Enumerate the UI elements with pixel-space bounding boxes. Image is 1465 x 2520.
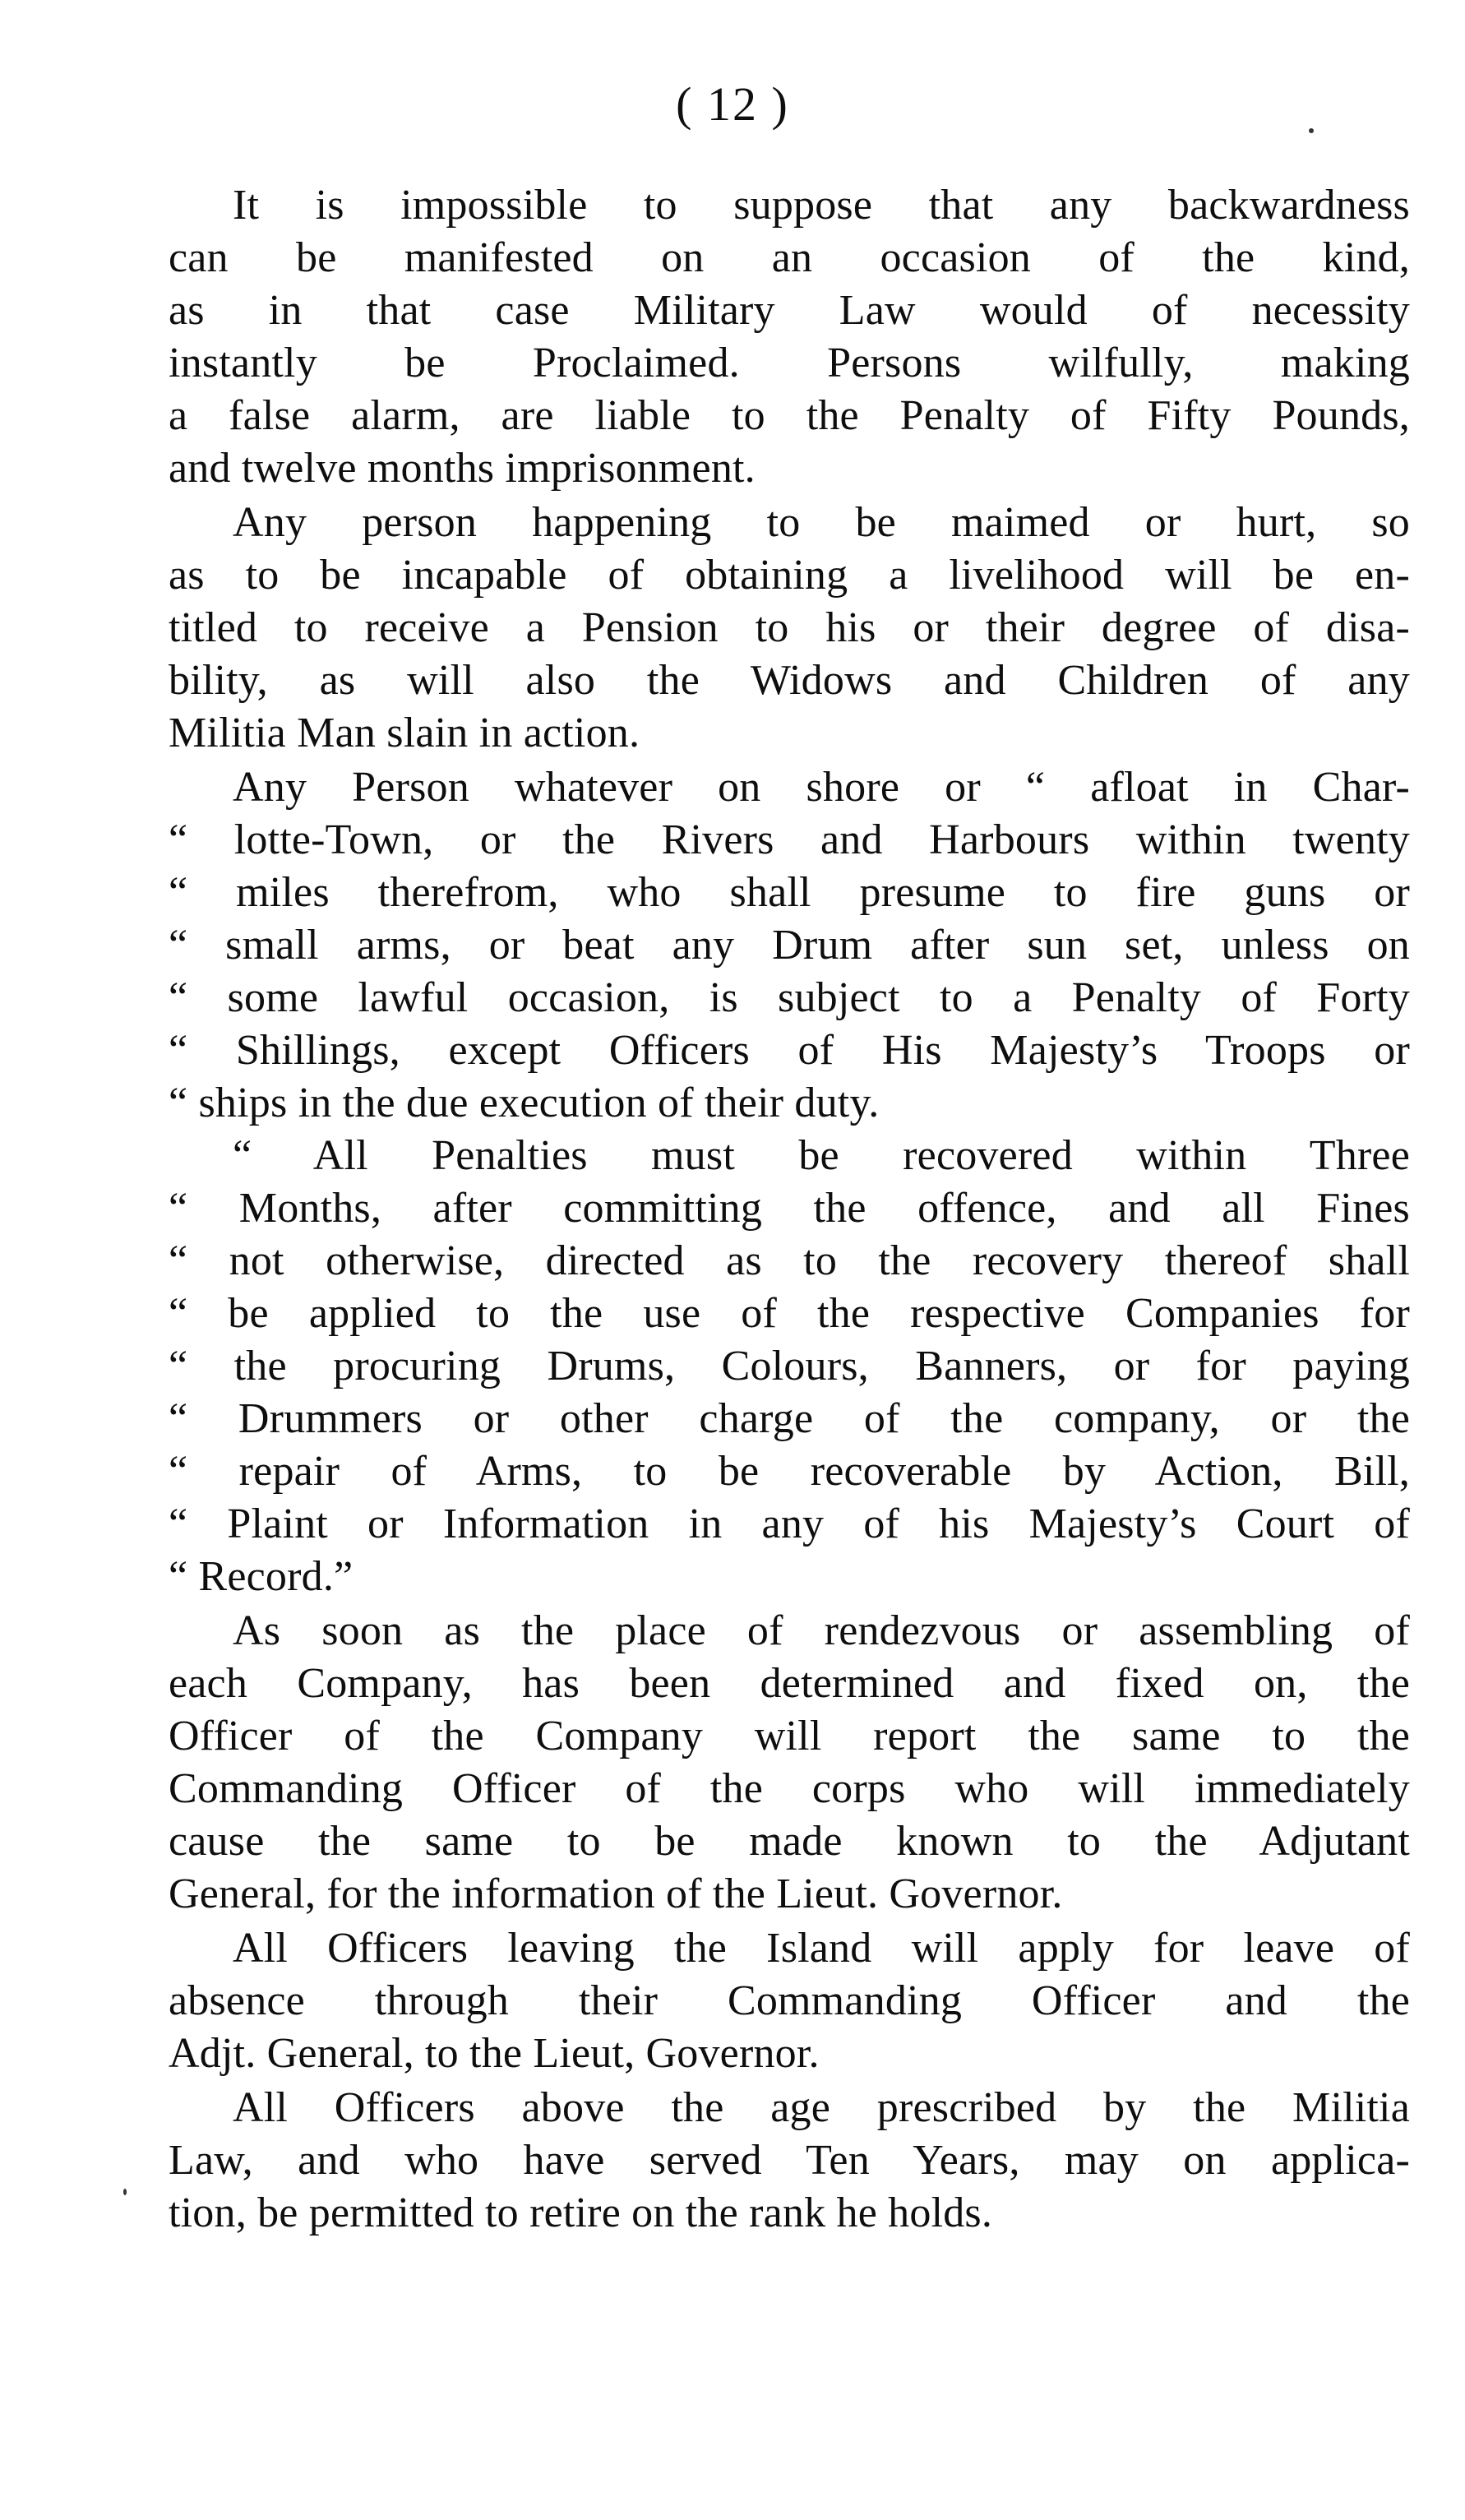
text-line: Militia Man slain in action.	[169, 710, 640, 756]
text-line: Law, and who have served Ten Years, may on applica-	[169, 2137, 1410, 2184]
text-line: General, for the information of the Lieut. Governor.	[169, 1870, 1063, 1917]
text-line: Any person happening to be maimed or hurt, so	[233, 499, 1410, 546]
text-line: bility, as will also the Widows and Children of any	[169, 657, 1410, 704]
text-line: “ not otherwise, directed as to the recovery thereof shall	[169, 1237, 1410, 1284]
text-line: each Company, has been determined and fixed on, the	[169, 1660, 1410, 1707]
text-line: “ lotte-Town, or the Rivers and Harbours within twenty	[169, 816, 1410, 863]
body-text	[169, 179, 1410, 2240]
text-line: absence through their Commanding Officer and the	[169, 1977, 1410, 2024]
paragraph	[169, 497, 1410, 760]
text-line: It is impossible to suppose that any backwardness	[233, 182, 1410, 229]
text-line: “ All Penalties must be recovered within Three	[233, 1132, 1410, 1179]
text-line: “ Plaint or Information in any of his Majesty’s Court of	[169, 1500, 1410, 1547]
paragraph	[169, 761, 1410, 1130]
paragraph	[169, 1605, 1410, 1921]
text-line: Commanding Officer of the corps who will immediately	[169, 1765, 1410, 1812]
text-line: Adjt. General, to the Lieut, Governor.	[169, 2030, 820, 2077]
ink-speck	[1309, 128, 1314, 133]
text-line: Officer of the Company will report the same to the	[169, 1713, 1410, 1759]
paragraph	[169, 179, 1410, 495]
text-line: Any Person whatever on shore or “ afloat in Char-	[233, 764, 1410, 811]
text-line: “ ships in the due execution of their duty.	[169, 1080, 880, 1126]
text-line: All Officers above the age prescribed by the Militia	[233, 2084, 1410, 2131]
text-line: a false alarm, are liable to the Penalty of Fifty Pounds,	[169, 392, 1410, 439]
text-line: tion, be permitted to retire on the rank he holds.	[169, 2189, 993, 2236]
text-line: “ Shillings, except Officers of His Majesty’s Troops or	[169, 1027, 1410, 1074]
text-line: “ Record.”	[169, 1553, 354, 1600]
text-line: “ be applied to the use of the respective Companies for	[169, 1290, 1410, 1337]
text-line: as in that case Military Law would of necessity	[169, 287, 1410, 334]
text-line: can be manifested on an occasion of the kind,	[169, 234, 1410, 281]
paragraph	[169, 2082, 1410, 2240]
ink-speck	[123, 2189, 127, 2195]
text-line: titled to receive a Pension to his or their degree of disa-	[169, 604, 1410, 651]
text-line: “ some lawful occasion, is subject to a Penalty of Forty	[169, 974, 1410, 1021]
paragraph	[169, 1130, 1410, 1603]
text-line: “ small arms, or beat any Drum after sun set, unless on	[169, 922, 1410, 969]
text-line: instantly be Proclaimed. Persons wilfully, making	[169, 340, 1410, 386]
paragraph	[169, 1922, 1410, 2080]
text-line: and twelve months imprisonment.	[169, 445, 756, 492]
text-line: as to be incapable of obtaining a livelihood will be en-	[169, 552, 1410, 599]
text-line: “ Months, after committing the offence, and all Fines	[169, 1185, 1410, 1232]
text-line: “ miles therefrom, who shall presume to fire guns or	[169, 869, 1410, 916]
text-line: cause the same to be made known to the Adjutant	[169, 1818, 1410, 1865]
text-line: “ repair of Arms, to be recoverable by Action, Bill,	[169, 1448, 1410, 1495]
text-line: “ Drummers or other charge of the company, or the	[169, 1395, 1410, 1442]
text-line: “ the procuring Drums, Colours, Banners, or for paying	[169, 1343, 1410, 1389]
page-number: ( 12 )	[676, 77, 789, 131]
text-line: All Officers leaving the Island will apply for leave of	[233, 1925, 1410, 1972]
text-line: As soon as the place of rendezvous or assembling of	[233, 1607, 1410, 1654]
